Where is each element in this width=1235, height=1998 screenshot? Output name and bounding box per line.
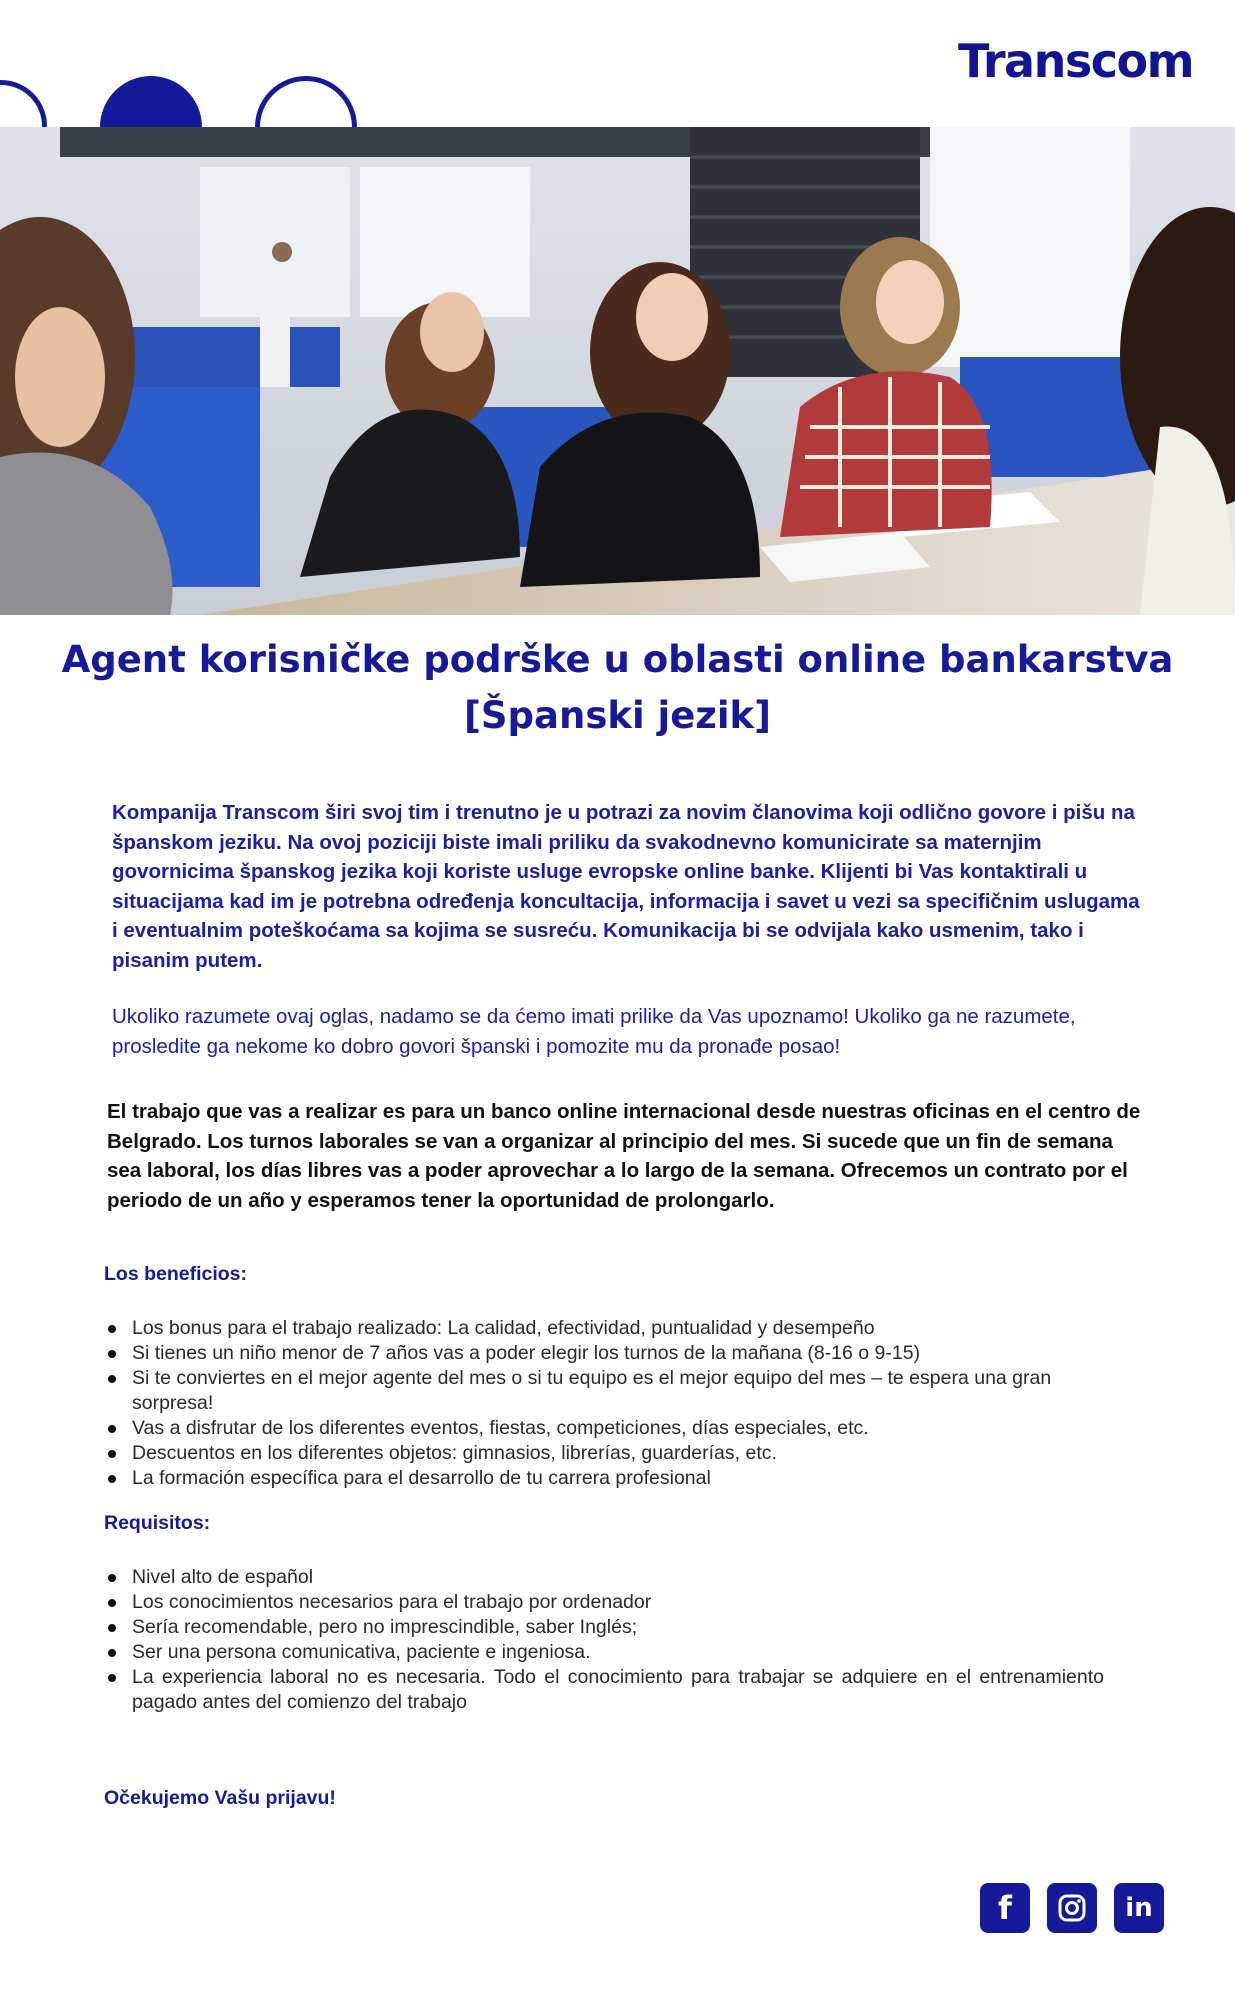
transcom-logo: Transcom [958, 34, 1193, 88]
instagram-icon[interactable] [1047, 1883, 1097, 1933]
benefit-item: Los bonus para el trabajo realizado: La calidad, efectividad, puntualidad y desempeño [104, 1316, 1104, 1341]
intro-paragraph-bold: Kompanija Transcom širi svoj tim i trenutno je u potrazi za novim članovima koji odlično govore i pišu na španskom jeziku. Na ovoj poziciji biste imali priliku da svakodnevno komunicirate sa maternjim govornicima španskog jezika koji koriste usluge evropske online banke. Klijenti bi Vas kontaktirali u situacijama kad im je potrebna određenja koncultacija, informacija i savet u vezi sa specifičnim uslugama i eventualnim poteškoćama sa kojima se susreću. Komunikacija bi se odvijala kako usmenim, tako i pisanim putem. [112, 801, 1140, 972]
linkedin-icon[interactable] [1114, 1883, 1164, 1933]
page-title: Agent korisničke podrške u oblasti online bankarstva [Španski jezik] [61, 638, 1174, 737]
facebook-icon[interactable] [980, 1883, 1030, 1933]
benefit-item: Si tienes un niño menor de 7 años vas a poder elegir los turnos de la mañana (8-16 o 9-15) [104, 1341, 1104, 1366]
benefit-item: Vas a disfrutar de los diferentes eventos, fiestas, competiciones, días especiales, etc. [104, 1416, 1104, 1441]
benefit-item: La formación específica para el desarrollo de tu carrera profesional [104, 1466, 1104, 1491]
hero-photo [0, 127, 1235, 615]
benefit-item: Descuentos en los diferentes objetos: gimnasios, librerías, guarderías, etc. [104, 1441, 1104, 1466]
requirement-item: Ser una persona comunicativa, paciente e ingeniosa. [104, 1640, 1104, 1665]
benefits-heading: Los beneficios: [104, 1263, 248, 1285]
requirements-list [104, 1565, 1104, 1715]
intro-paragraph-regular: Ukoliko razumete ovaj oglas, nadamo se da ćemo imati prilike da Vas upoznamo! Ukoliko ga ne razumete, prosledite ga nekome ko dobro govori španski i pomozite mu da pronađe posao! [112, 1005, 1076, 1058]
benefit-item: Si te conviertes en el mejor agente del mes o si tu equipo es el mejor equipo del mes – te espera una gran sorpresa! [104, 1366, 1104, 1416]
benefits-list [104, 1316, 1104, 1491]
requirement-item: Nivel alto de español [104, 1565, 1104, 1590]
closing-line: Očekujemo Vašu prijavu! [104, 1787, 336, 1809]
requirement-item: La experiencia laboral no es necesaria. Todo el conocimiento para trabajar se adquiere en el entrenamiento pagado antes del comienzo del trabajo [104, 1665, 1104, 1715]
requirement-item: Los conocimientos necesarios para el trabajo por ordenador [104, 1590, 1104, 1615]
instagram-glyph [1057, 1893, 1087, 1923]
facebook-letter: f [998, 1889, 1012, 1927]
spanish-paragraph: El trabajo que vas a realizar es para un banco online internacional desde nuestras oficinas en el centro de Belgrado. Los turnos laborales se van a organizar al principio del mes. Si sucede que un fin de semana sea laboral, los días libres vas a poder aprovechar a lo largo de la semana. Ofrecemos un contrato por el periodo de un año y esperamos tener la oportunidad de prolongarlo. [107, 1100, 1141, 1212]
linkedin-letters: in [1125, 1893, 1153, 1923]
requirements-heading: Requisitos: [104, 1512, 211, 1534]
requirement-item: Sería recomendable, pero no imprescindible, saber Inglés; [104, 1615, 1104, 1640]
